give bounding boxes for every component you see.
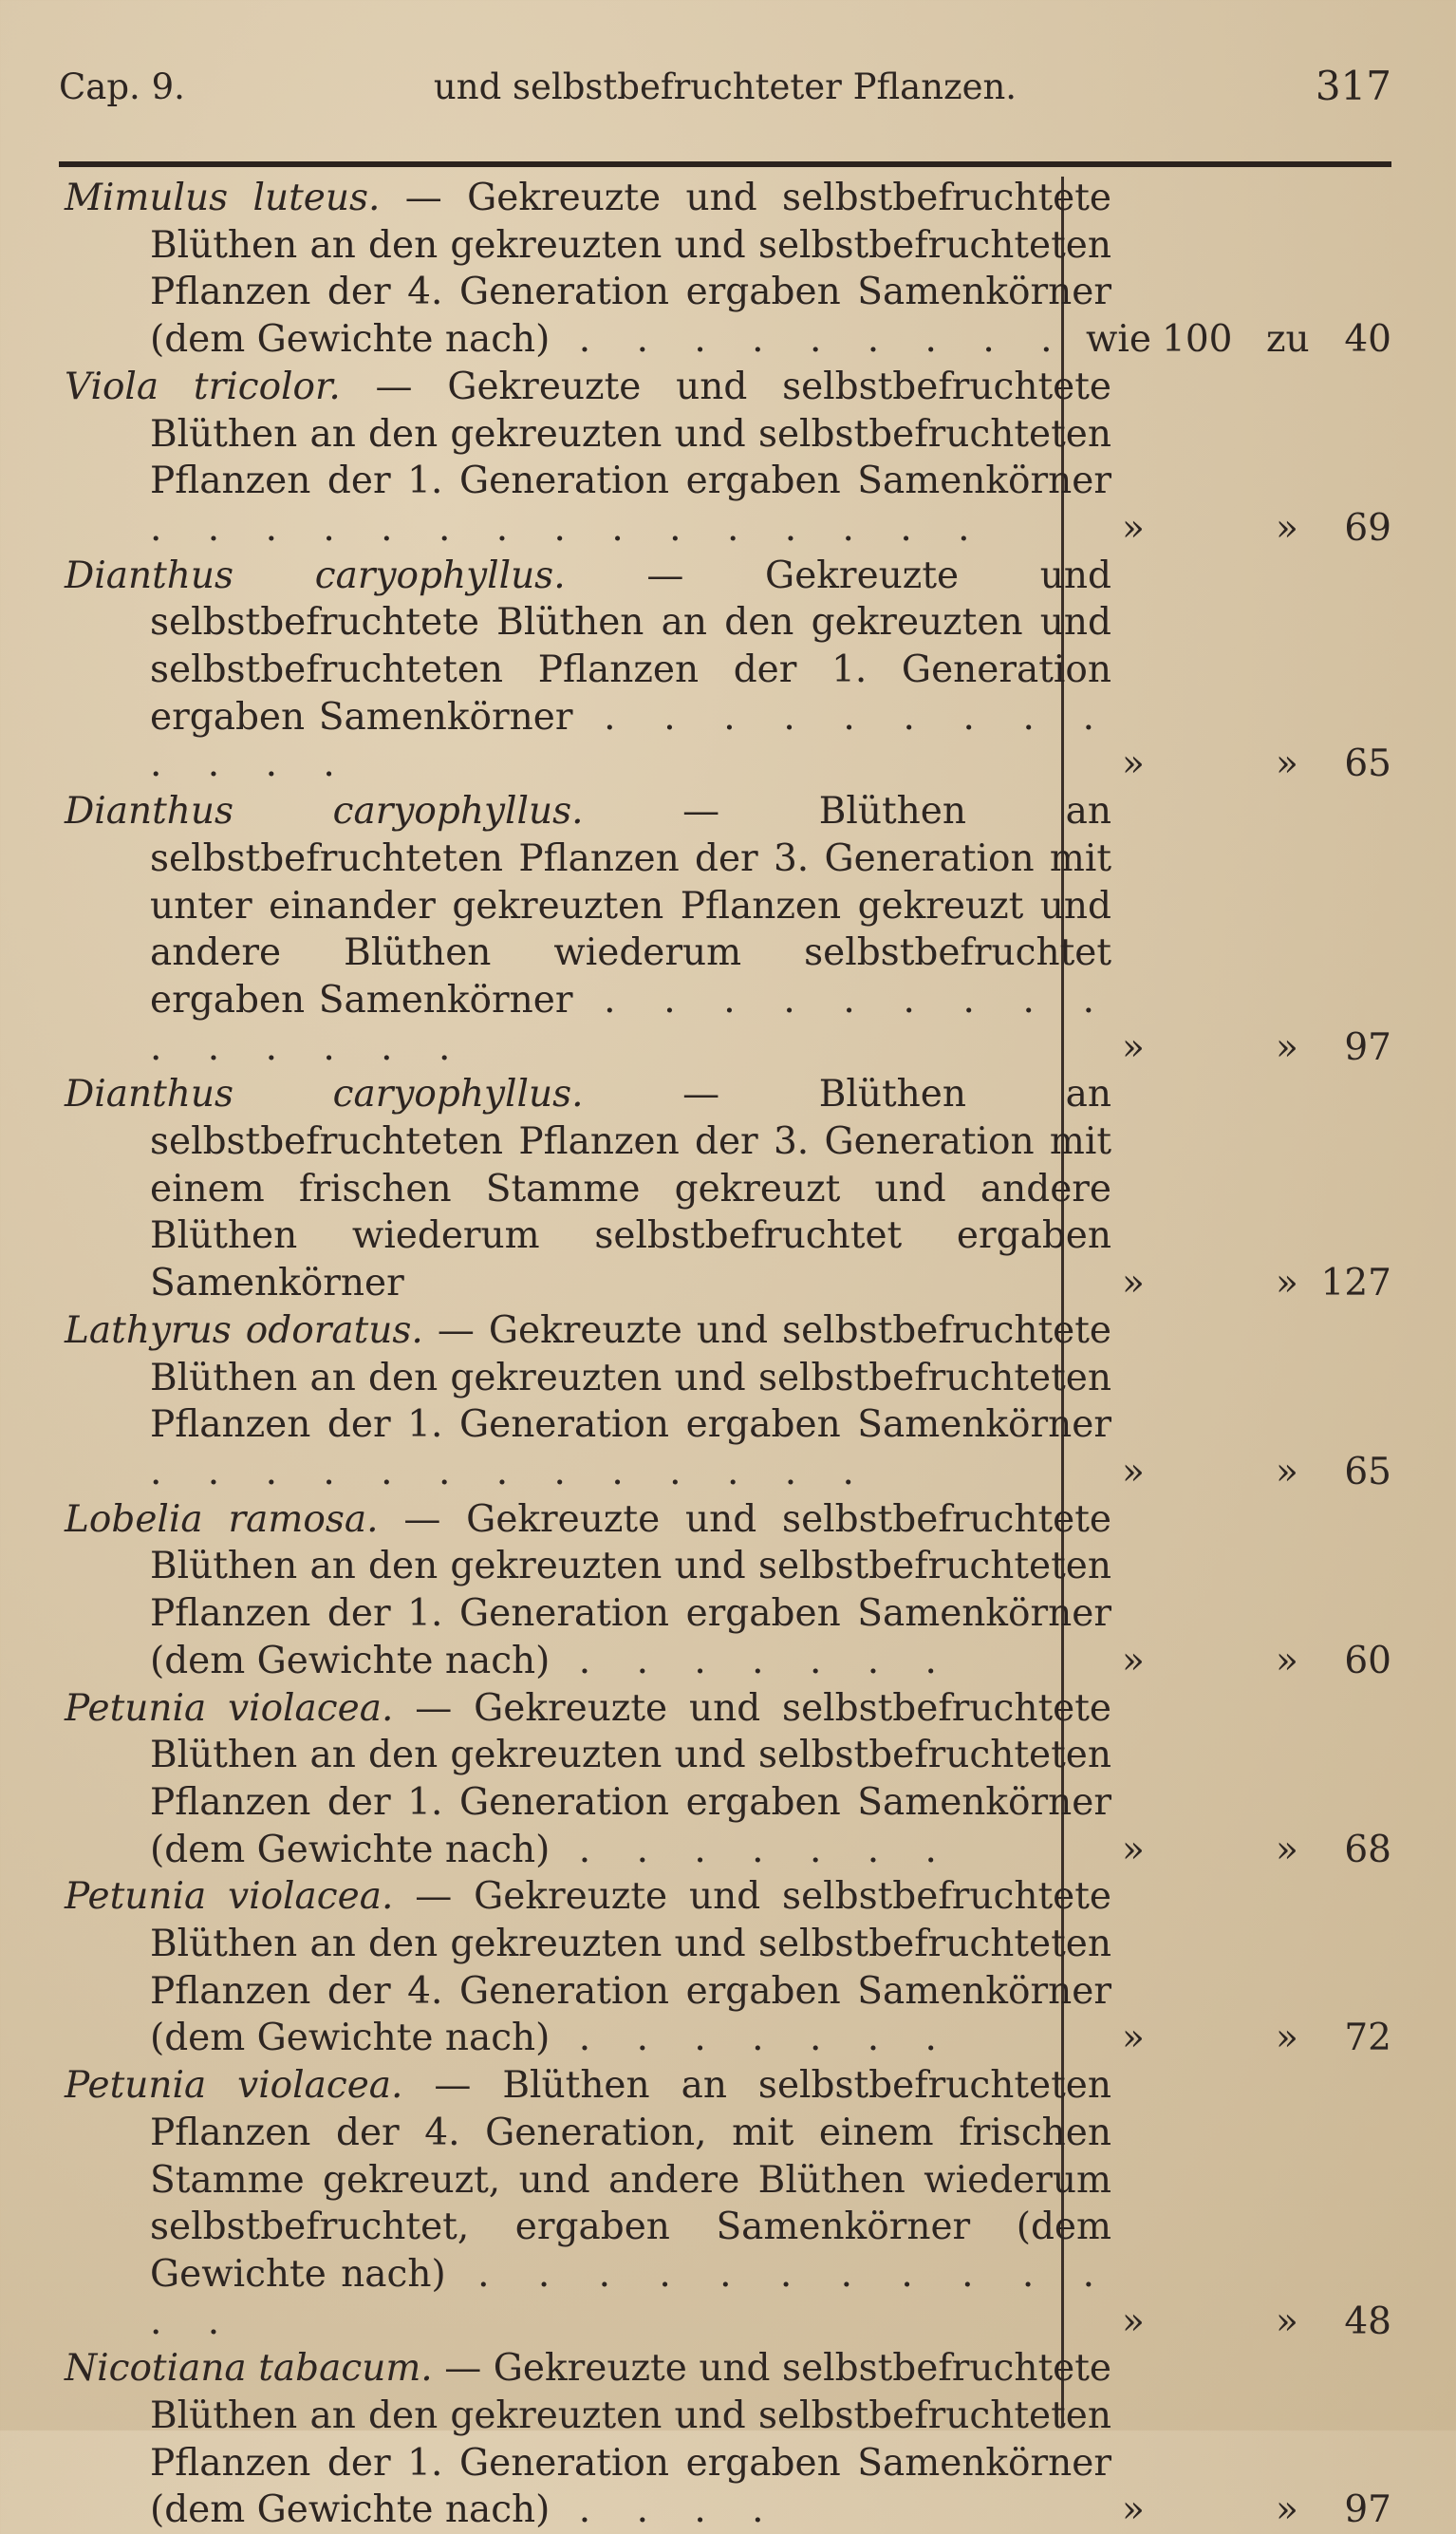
ratio-cell (1086, 1638, 1391, 1685)
ratio-cell (1086, 505, 1391, 553)
species-name: Dianthus caryophyllus. (65, 1073, 584, 1117)
entry (59, 2062, 1391, 2345)
ratio-cell (1086, 1827, 1391, 1874)
species-name: Petunia violacea. (65, 2064, 403, 2108)
running-title: und selbstbefruchteter Pflanzen. (433, 66, 1017, 107)
ratio-cell (1086, 1024, 1391, 1072)
ratio-value: 68 (1344, 1828, 1391, 1871)
entry-description: — Gekreuzte und selbstbefruchtete Blüthen an den gekreuzten und selbstbefruchteten Pflanzen der 4. Generation ergaben Samenkörner (dem Gewichte nach) (150, 1875, 1111, 2060)
ratio-value: 65 (1344, 742, 1391, 786)
entry (59, 364, 1391, 553)
entry-text (59, 788, 1111, 1071)
entry (59, 1071, 1391, 1307)
ratio-cell (1086, 1260, 1391, 1307)
species-name: Petunia violacea. (65, 1875, 394, 1919)
entry-description: — Gekreuzte und selbstbefruchtete Blüthen an den gekreuzten und selbstbefruchteten Pflanzen der 1. Generation ergaben Samenkörner (150, 365, 1111, 503)
header-rule (59, 161, 1391, 167)
entry-text (59, 553, 1111, 789)
ditto-mark: » (1276, 1025, 1298, 1069)
ditto-mark: » (1276, 1451, 1298, 1493)
entry-text (59, 1307, 1111, 1496)
ditto-mark: » (1276, 2299, 1298, 2343)
species-name: Lobelia ramosa. (65, 1497, 379, 1541)
ditto-mark: » (1122, 742, 1145, 786)
ditto-mark: » (1122, 1451, 1145, 1493)
entry-text (59, 364, 1111, 553)
leader-dots: . . . . . . . (550, 1639, 954, 1682)
ratio-value: 48 (1344, 2299, 1391, 2343)
results-list (59, 175, 1391, 2534)
ratio-connector: zu (1266, 318, 1310, 362)
ditto-mark: » (1276, 1262, 1298, 1305)
entry-text (59, 175, 1111, 364)
entry-description: — Gekreuzte und selbstbefruchtete Blüthen an den gekreuzten und selbstbefruchteten Pflanzen der 1. Generation ergaben Samenkörner (dem Gewichte nach) (150, 1686, 1111, 1871)
leader-dots: . . . . (550, 2488, 781, 2532)
species-name: Mimulus luteus. (65, 177, 381, 219)
species-name: Lathyrus odoratus. (65, 1308, 423, 1352)
ditto-mark: » (1122, 1639, 1145, 1682)
entry-description: — Gekreuzte und selbstbefruchtete Blüthen an den gekreuzten und selbstbefruchteten Pflanzen der 4. Generation ergaben Samenkörner (dem Gewichte nach) (150, 177, 1111, 362)
entry-description: — Gekreuzte und selbstbefruchtete Blüthen an den gekreuzten und selbstbefruchteten Pflanzen der 1. Generation ergaben Samenkörner (dem Gewichte nach) (150, 2347, 1111, 2532)
species-name: Dianthus caryophyllus. (65, 554, 566, 597)
ditto-mark: » (1122, 1262, 1145, 1305)
ditto-mark: » (1122, 1828, 1145, 1871)
entry (59, 175, 1391, 364)
ditto-mark: » (1122, 1025, 1145, 1069)
ditto-mark: » (1122, 2017, 1145, 2060)
entry-description: — Gekreuzte und selbstbefruchtete Blüthen an den gekreuzten und selbstbefruchteten Pflanzen der 1. Generation ergaben Samenkörner (dem Gewichte nach) (150, 1497, 1111, 1682)
ditto-mark: » (1122, 506, 1145, 550)
entry-text (59, 2062, 1111, 2345)
ditto-mark: » (1276, 742, 1298, 786)
entry (59, 1496, 1391, 1685)
leader-dots: . . . . . . . . . . . . . . . (150, 978, 1111, 1069)
entry-description: — Gekreuzte und selbstbefruchtete Blüthen an den gekreuzten und selbstbefruchteten Pflanzen der 1. Generation ergaben Samenkörner (150, 1308, 1111, 1447)
leader-dots: . . . . . . . . . . . . . . . (150, 506, 987, 550)
entry-text (59, 1873, 1111, 2062)
ratio-cell (1086, 2299, 1391, 2346)
leader-dots: . . . . . . . (550, 1828, 954, 1871)
ditto-mark: » (1122, 2299, 1145, 2343)
species-name: Petunia violacea. (65, 1686, 394, 1730)
ratio-value: 40 (1344, 318, 1391, 362)
ratio-value: 69 (1344, 506, 1391, 550)
ratio-prefix: wie (1086, 318, 1151, 362)
entry-description: — Blüthen an selbstbefruchteten Pflanzen der 3. Generation mit unter einander gekreuzten Pflanzen gekreuzt und andere Blüthen wiederum selbstbefruchtet ergaben Samenkörner (150, 790, 1111, 1022)
ratio-value: 127 (1320, 1262, 1391, 1305)
entry (59, 553, 1391, 789)
entry (59, 1685, 1391, 1874)
entry (59, 1307, 1391, 1496)
page-number: 317 (1315, 63, 1391, 109)
entry-description: — Gekreuzte und selbstbefruchtete Blüthen an den gekreuzten und selbstbefruchteten Pflanzen der 1. Generation ergaben Samenkörner (150, 554, 1111, 739)
ratio-value: 97 (1344, 2488, 1391, 2532)
leader-dots: . . . . . . . . . (550, 318, 1070, 362)
entry-text (59, 1496, 1111, 1685)
ratio-value: 65 (1344, 1451, 1391, 1493)
ditto-mark: » (1276, 2488, 1298, 2532)
leader-dots: . . . . . . . . . . . . . (150, 695, 1111, 786)
ditto-mark: » (1276, 1828, 1298, 1871)
species-name: Dianthus caryophyllus. (65, 790, 584, 834)
ratio-value: 97 (1344, 1025, 1391, 1069)
ditto-mark: » (1276, 2017, 1298, 2060)
entry (59, 1873, 1391, 2062)
ditto-mark: » (1122, 2488, 1145, 2532)
ratio-cell (1086, 2487, 1391, 2534)
running-header (59, 59, 1391, 116)
ratio-base: 100 (1162, 318, 1233, 362)
entry (59, 788, 1391, 1071)
leader-dots: . . . . . . . . . . . . . (150, 1450, 871, 1493)
entry-text (59, 2345, 1111, 2534)
ratio-cell (1086, 2015, 1391, 2062)
ratio-cell (1086, 316, 1391, 364)
leader-dots: . . . . . . . (550, 2017, 954, 2060)
ratio-cell (1086, 741, 1391, 788)
species-name: Viola tricolor. (65, 365, 341, 408)
entry-text (59, 1685, 1111, 1874)
ditto-mark: » (1276, 1639, 1298, 1682)
ratio-value: 60 (1344, 1639, 1391, 1682)
entry-text (59, 1071, 1111, 1307)
chapter-label: Cap. 9. (59, 66, 185, 107)
ditto-mark: » (1276, 506, 1298, 550)
ratio-value: 72 (1344, 2017, 1391, 2060)
entry-description: — Blüthen an selbstbefruchteten Pflanzen der 3. Generation mit einem frischen Stamme gekreuzt und andere Blüthen wiederum selbstbefruchtet ergaben Samenkörner (150, 1073, 1111, 1305)
species-name: Nicotiana tabacum. (65, 2347, 433, 2391)
ratio-cell (1086, 1449, 1391, 1496)
entry (59, 2345, 1391, 2534)
leader-dots: . . . . . . . . . . . . . (150, 2252, 1112, 2343)
entry-description: — Blüthen an selbstbefruchteten Pflanzen der 4. Generation, mit einem frischen Stamme gekreuzt, und andere Blüthen wiederum selbstbefruchtet, ergaben Samenkörner (dem Gewichte nach) (150, 2064, 1111, 2296)
